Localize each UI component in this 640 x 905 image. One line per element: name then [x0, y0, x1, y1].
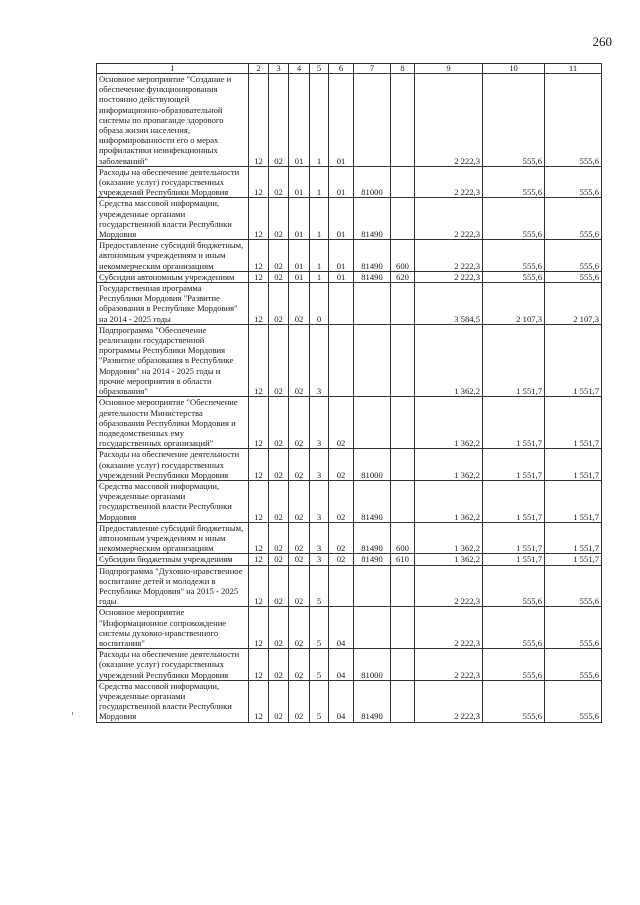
amount-cell: 1 551,7 — [483, 397, 545, 449]
pr-cell: 02 — [269, 74, 289, 167]
rz-cell: 12 — [249, 240, 269, 272]
cs2-cell: 5 — [310, 649, 329, 681]
header-cell: 7 — [354, 64, 391, 74]
cs3-cell: 04 — [329, 680, 354, 722]
cs1-cell: 02 — [289, 449, 310, 481]
cs3-cell: 04 — [329, 649, 354, 681]
cs1-cell: 01 — [289, 198, 310, 240]
rz-cell: 12 — [249, 166, 269, 198]
vr-cell: 620 — [391, 271, 415, 282]
pr-cell: 02 — [269, 283, 289, 325]
cs3-cell: 02 — [329, 522, 354, 554]
pr-cell: 02 — [269, 397, 289, 449]
cs3-cell: 02 — [329, 554, 354, 565]
cs4-cell: 81490 — [354, 680, 391, 722]
rz-cell: 12 — [249, 480, 269, 522]
amount-cell: 2 222,3 — [415, 271, 483, 282]
amount-cell: 1 551,7 — [545, 480, 602, 522]
cs4-cell: 81490 — [354, 240, 391, 272]
cs3-cell: 01 — [329, 271, 354, 282]
header-cell: 8 — [391, 64, 415, 74]
amount-cell: 555,6 — [483, 565, 545, 607]
rz-cell: 12 — [249, 554, 269, 565]
row-name-cell: Основное мероприятие "Обеспечение деятельности Министерства образования Республики Мордовия и подведомственных ему государственных организаций" — [97, 397, 249, 449]
amount-cell: 1 362,2 — [415, 522, 483, 554]
amount-cell: 2 222,3 — [415, 240, 483, 272]
header-cell: 1 — [97, 64, 249, 74]
rz-cell: 12 — [249, 324, 269, 396]
vr-cell: 600 — [391, 522, 415, 554]
cs3-cell: 04 — [329, 607, 354, 649]
amount-cell: 555,6 — [545, 271, 602, 282]
header-cell: 2 — [249, 64, 269, 74]
cs3-cell — [329, 565, 354, 607]
cs2-cell: 3 — [310, 480, 329, 522]
table-row — [97, 554, 602, 565]
pr-cell: 02 — [269, 271, 289, 282]
amount-cell: 1 551,7 — [545, 554, 602, 565]
amount-cell: 2 222,3 — [415, 74, 483, 167]
amount-cell: 1 362,2 — [415, 554, 483, 565]
cs1-cell: 01 — [289, 240, 310, 272]
pr-cell: 02 — [269, 680, 289, 722]
cs4-cell — [354, 397, 391, 449]
table-row — [97, 240, 602, 272]
vr-cell — [391, 324, 415, 396]
table-row — [97, 166, 602, 198]
amount-cell: 555,6 — [545, 649, 602, 681]
amount-cell: 1 551,7 — [483, 554, 545, 565]
rz-cell: 12 — [249, 449, 269, 481]
amount-cell: 3 584,5 — [415, 283, 483, 325]
table-row — [97, 680, 602, 722]
row-name-cell: Расходы на обеспечение деятельности (оказание услуг) государственных учреждений Республики Мордовия — [97, 649, 249, 681]
table-row — [97, 649, 602, 681]
row-name-cell: Предоставление субсидий бюджетным, автономным учреждениям и иным некоммерческим организациям — [97, 240, 249, 272]
vr-cell — [391, 283, 415, 325]
cs1-cell: 02 — [289, 480, 310, 522]
row-name-cell: Средства массовой информации, учрежденные органами государственной власти Республики Мордовия — [97, 680, 249, 722]
cs2-cell: 5 — [310, 680, 329, 722]
rz-cell: 12 — [249, 607, 269, 649]
budget-table — [96, 63, 602, 723]
cs3-cell: 01 — [329, 74, 354, 167]
rz-cell: 12 — [249, 680, 269, 722]
table-row — [97, 449, 602, 481]
header-cell: 11 — [545, 64, 602, 74]
cs4-cell: 81000 — [354, 166, 391, 198]
rz-cell: 12 — [249, 74, 269, 167]
vr-cell — [391, 449, 415, 481]
row-name-cell: Средства массовой информации, учрежденные органами государственной власти Республики Мордовия — [97, 198, 249, 240]
pr-cell: 02 — [269, 554, 289, 565]
amount-cell: 1 551,7 — [545, 324, 602, 396]
amount-cell: 2 222,3 — [415, 649, 483, 681]
amount-cell: 1 362,2 — [415, 397, 483, 449]
cs2-cell: 5 — [310, 607, 329, 649]
amount-cell: 555,6 — [483, 607, 545, 649]
cs4-cell — [354, 607, 391, 649]
row-name-cell: Расходы на обеспечение деятельности (оказание услуг) государственных учреждений Республики Мордовия — [97, 166, 249, 198]
table-header-row — [97, 64, 602, 74]
pr-cell: 02 — [269, 607, 289, 649]
table-row — [97, 480, 602, 522]
vr-cell — [391, 480, 415, 522]
amount-cell: 555,6 — [483, 166, 545, 198]
rz-cell: 12 — [249, 397, 269, 449]
header-cell: 6 — [329, 64, 354, 74]
pr-cell: 02 — [269, 565, 289, 607]
table-row — [97, 522, 602, 554]
cs1-cell: 02 — [289, 522, 310, 554]
row-name-cell: Основное мероприятие "Информационное сопровождение системы духовно-нравственного воспитания" — [97, 607, 249, 649]
rz-cell: 12 — [249, 283, 269, 325]
cs3-cell: 01 — [329, 198, 354, 240]
cs4-cell: 81490 — [354, 198, 391, 240]
header-cell: 3 — [269, 64, 289, 74]
cs4-cell: 81490 — [354, 522, 391, 554]
amount-cell: 2 222,3 — [415, 680, 483, 722]
cs3-cell — [329, 324, 354, 396]
row-name-cell: Расходы на обеспечение деятельности (оказание услуг) государственных учреждений Республики Мордовия — [97, 449, 249, 481]
amount-cell: 555,6 — [545, 240, 602, 272]
cs2-cell: 1 — [310, 240, 329, 272]
table-row — [97, 324, 602, 396]
cs3-cell — [329, 283, 354, 325]
table-row — [97, 283, 602, 325]
cs4-cell — [354, 565, 391, 607]
pr-cell: 02 — [269, 324, 289, 396]
row-name-cell: Подпрограмма "Духовно-нравственное воспитание детей и молодежи в Республике Мордовия" на 2015 - 2025 годы — [97, 565, 249, 607]
header-cell: 10 — [483, 64, 545, 74]
pr-cell: 02 — [269, 522, 289, 554]
cs2-cell: 3 — [310, 554, 329, 565]
rz-cell: 12 — [249, 198, 269, 240]
amount-cell: 1 551,7 — [545, 397, 602, 449]
table-row — [97, 271, 602, 282]
rz-cell: 12 — [249, 522, 269, 554]
scan-speck — [72, 712, 73, 715]
amount-cell: 1 551,7 — [545, 449, 602, 481]
pr-cell: 02 — [269, 449, 289, 481]
cs4-cell: 81000 — [354, 649, 391, 681]
pr-cell: 02 — [269, 240, 289, 272]
table-row — [97, 607, 602, 649]
page-number: 260 — [592, 34, 612, 49]
cs1-cell: 02 — [289, 283, 310, 325]
amount-cell: 2 222,3 — [415, 198, 483, 240]
cs2-cell: 3 — [310, 324, 329, 396]
cs3-cell: 02 — [329, 480, 354, 522]
header-cell: 9 — [415, 64, 483, 74]
amount-cell: 1 362,2 — [415, 480, 483, 522]
amount-cell: 1 362,2 — [415, 324, 483, 396]
amount-cell: 555,6 — [483, 240, 545, 272]
amount-cell: 1 362,2 — [415, 449, 483, 481]
amount-cell: 555,6 — [483, 198, 545, 240]
cs2-cell: 3 — [310, 449, 329, 481]
cs1-cell: 02 — [289, 607, 310, 649]
amount-cell: 555,6 — [483, 74, 545, 167]
cs4-cell: 81490 — [354, 271, 391, 282]
cs2-cell: 1 — [310, 198, 329, 240]
cs2-cell: 1 — [310, 74, 329, 167]
row-name-cell: Субсидии автономным учреждениям — [97, 271, 249, 282]
cs4-cell: 81490 — [354, 480, 391, 522]
amount-cell: 555,6 — [483, 680, 545, 722]
vr-cell: 600 — [391, 240, 415, 272]
amount-cell: 1 551,7 — [483, 449, 545, 481]
cs1-cell: 02 — [289, 324, 310, 396]
amount-cell: 1 551,7 — [483, 324, 545, 396]
cs1-cell: 01 — [289, 271, 310, 282]
table-row — [97, 565, 602, 607]
cs1-cell: 01 — [289, 74, 310, 167]
cs4-cell: 81490 — [354, 554, 391, 565]
rz-cell: 12 — [249, 649, 269, 681]
row-name-cell: Подпрограмма "Обеспечение реализации государственной программы Республики Мордовия "Развитие образования в Республике Мордовия" на 2014 - 2025 годы и прочие мероприятия в области образования" — [97, 324, 249, 396]
vr-cell: 610 — [391, 554, 415, 565]
amount-cell: 555,6 — [545, 166, 602, 198]
cs2-cell: 3 — [310, 522, 329, 554]
vr-cell — [391, 74, 415, 167]
table-row — [97, 198, 602, 240]
cs2-cell: 1 — [310, 166, 329, 198]
row-name-cell: Предоставление субсидий бюджетным, автономным учреждениям и иным некоммерческим организациям — [97, 522, 249, 554]
amount-cell: 1 551,7 — [483, 480, 545, 522]
cs1-cell: 02 — [289, 397, 310, 449]
amount-cell: 2 222,3 — [415, 166, 483, 198]
cs4-cell — [354, 283, 391, 325]
cs3-cell: 01 — [329, 240, 354, 272]
amount-cell: 555,6 — [545, 74, 602, 167]
amount-cell: 555,6 — [545, 565, 602, 607]
cs2-cell: 0 — [310, 283, 329, 325]
vr-cell — [391, 397, 415, 449]
pr-cell: 02 — [269, 198, 289, 240]
cs1-cell: 02 — [289, 554, 310, 565]
rz-cell: 12 — [249, 271, 269, 282]
cs2-cell: 5 — [310, 565, 329, 607]
amount-cell: 2 222,3 — [415, 607, 483, 649]
amount-cell: 1 551,7 — [483, 522, 545, 554]
cs1-cell: 01 — [289, 166, 310, 198]
vr-cell — [391, 166, 415, 198]
cs2-cell: 3 — [310, 397, 329, 449]
pr-cell: 02 — [269, 480, 289, 522]
vr-cell — [391, 607, 415, 649]
amount-cell: 555,6 — [545, 607, 602, 649]
vr-cell — [391, 649, 415, 681]
header-cell: 4 — [289, 64, 310, 74]
row-name-cell: Основное мероприятие "Создание и обеспечение функционирования постоянно действующей информационно-образовательной системы по пропаганде здорового образа жизни населения, информированности его о мерах профилактики неинфекционных заболеваний" — [97, 74, 249, 167]
amount-cell: 1 551,7 — [545, 522, 602, 554]
pr-cell: 02 — [269, 166, 289, 198]
vr-cell — [391, 565, 415, 607]
cs1-cell: 02 — [289, 680, 310, 722]
cs1-cell: 02 — [289, 649, 310, 681]
amount-cell: 555,6 — [483, 271, 545, 282]
amount-cell: 2 107,3 — [545, 283, 602, 325]
cs3-cell: 02 — [329, 397, 354, 449]
amount-cell: 555,6 — [483, 649, 545, 681]
cs3-cell: 02 — [329, 449, 354, 481]
table-row — [97, 397, 602, 449]
cs3-cell: 01 — [329, 166, 354, 198]
header-cell: 5 — [310, 64, 329, 74]
cs4-cell — [354, 324, 391, 396]
rz-cell: 12 — [249, 565, 269, 607]
cs2-cell: 1 — [310, 271, 329, 282]
cs1-cell: 02 — [289, 565, 310, 607]
vr-cell — [391, 198, 415, 240]
amount-cell: 555,6 — [545, 680, 602, 722]
pr-cell: 02 — [269, 649, 289, 681]
vr-cell — [391, 680, 415, 722]
amount-cell: 555,6 — [545, 198, 602, 240]
table-row — [97, 74, 602, 167]
row-name-cell: Средства массовой информации, учрежденные органами государственной власти Республики Мордовия — [97, 480, 249, 522]
amount-cell: 2 107,3 — [483, 283, 545, 325]
row-name-cell: Субсидии бюджетным учреждениям — [97, 554, 249, 565]
cs4-cell: 81000 — [354, 449, 391, 481]
row-name-cell: Государственная программа Республики Мордовия "Развитие образования в Республике Мордовия" на 2014 - 2025 годы — [97, 283, 249, 325]
cs4-cell — [354, 74, 391, 167]
amount-cell: 2 222,3 — [415, 565, 483, 607]
